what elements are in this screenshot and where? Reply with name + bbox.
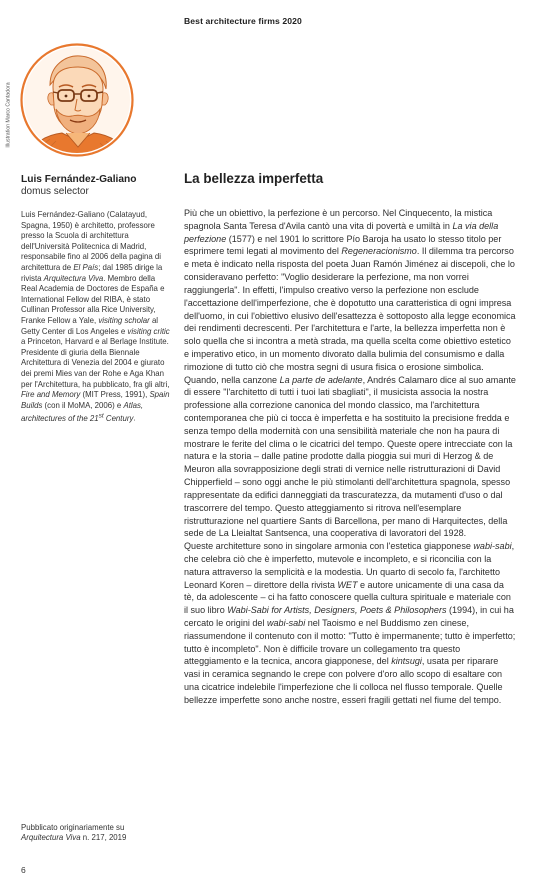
page-number: 6: [21, 865, 26, 875]
author-name: Luis Fernández-Galiano: [21, 174, 137, 185]
author-bio: Luis Fernández-Galiano (Calatayud, Spagna, 1950) è architetto, professore presso la Scuola di architettura dell'Università Politecnica di Madrid, responsabile fino al 2006 della pagina di architettura de El País; dal 1985 dirige la rivista Arquitectura Viva. Membro della Real Academia de Doctores de España e International Fellow del RIBA, è stato Cullinan Professor alla Rice University, Franke Fellow a Yale, visiting scholar al Getty Center di Los Angeles e visiting critic a Princeton, Harvard e al Berlage Institute. Presidente di giuria della Biennale Architettura di Venezia del 2004 e giurato dei premi Mies van der Rohe e Aga Khan per l'Architettura, ha pubblicato, fra gli altri, Fire and Memory (MIT Press, 1991), Spain Builds (con il MoMA, 2006) e Atlas, architectures of the 21st Century.: [21, 210, 170, 423]
article-paragraph: Più che un obiettivo, la perfezione è un percorso. Nel Cinquecento, la mistica spagnola Santa Teresa d'Avila cantò una vita di povertà e umiltà in La via della perfezione (1577) e nel 1901 lo scrittore Pío Baroja ha usato lo stesso titolo per esprimere temi legati al movimento del Regeneracionismo. Il dilemma tra percorso e meta è indicato nella risposta del poeta Juan Ramón Jiménez ai discepoli, che lo consideravano perfetto: "Voglio desiderare la perfezione, ma non vorrei raggiungerla". In effetti, l'impulso creativo verso la perfezione non esclude l'accettazione dell'imperfezione, che è dopotutto una caratteristica di ogni impresa dell'uomo, in cui l'obiettivo elusivo dell'esattezza è sottoposto alla legge economica dei rendimenti decrescenti. Per l'architettura e l'arte, la bellezza imperfetta non è solo quella che si incontra a metà strada, ma quella scelta come obiettivo estetico e imperativo etico, in un momento divorato dalla bulimia del consumismo e dalla rimozione di tutto ciò che mostra segni di usura fisica o erosione simbolica.: [184, 208, 516, 372]
header-title: Best architecture firms 2020: [184, 16, 302, 26]
illustration-credit-text: Illustration Marco Cantadora: [6, 82, 13, 148]
portrait-illustration: [20, 43, 134, 157]
illustration-credit: [1, 50, 17, 180]
article-body: [184, 207, 516, 707]
article-paragraph: Quando, nella canzone La parte de adelante, Andrés Calamaro dice al suo amante di essere "l'architetto di tutti i tuoi lati sbagliati", il musicista associa la nostra professione alla correzione canonica del mondo classico, ma l'architettura contemporanea che più ci tocca è imperfetta e ha sostituito la precisione fredda e senza tempo della modernità con una sensibilità materiale che non ha paura di mostrare le ferite del clima o le cicatrici del tempo. Queste opere intrecciate con la natura e la storia – dalle patine prodotte dalla pioggia sui muri di Herzog & de Meuron alla sovrapposizione degli strati di vernice nelle ristrutturazioni di David Chipperfield – sono oggi anche le più stimolanti dell'architettura spagnola, spesso rappresentate da edifici danneggiati da trascuratezza, da mutamenti d'uso o dal trascorrere del tempo. Questo atteggiamento si ritrova nell'esemplare ristrutturazione nel quartiere Sants di Barcellona, per mano di Harquitectes, della sede de La Lleialtat Santsenca, una cooperativa di lavoratori del 1928.: [184, 374, 516, 539]
author-role: domus selector: [21, 186, 89, 197]
article-paragraph: Queste architetture sono in singolare armonia con l'estetica giapponese wabi-sabi, che celebra ciò che è imperfetto, mutevole e incompleto, e si riconcilia con la natura attraverso la semplicità e la modestia. Un quarto di secolo fa, l'architetto Leonard Koren – direttore della rivista WET e autore unicamente di una casa da tè, da adolescente – ci ha fatto conoscere quella cultura spirituale e materiale con il suo libro Wabi-Sabi for Artists, Designers, Poets & Philosophers (1994), in cui ha cercato le origini del wabi-sabi nel Taoismo e nel Buddismo zen cinese, riassumendone il contenuto con il motto: "Tutto è impermanente; tutto è imperfetto; tutto è incompleto". Non è difficile trovare un collegamento tra questo atteggiamento e la tecnica, ancora giapponese, del kintsugi, usata per riparare vasi in ceramica segnando le crepe con polvere d'oro allo scopo di esaltare con una cicatrice indelebile l'imperfezione che li colloca nel flusso temporale. Quelle bellezze imperfette sono anche nostre, esseri fragili gettati nel fiume del tempo.: [184, 541, 516, 705]
publication-note: Pubblicato originariamente su Arquitectura Viva n. 217, 2019: [21, 823, 127, 843]
article-title: La bellezza imperfetta: [184, 171, 324, 186]
